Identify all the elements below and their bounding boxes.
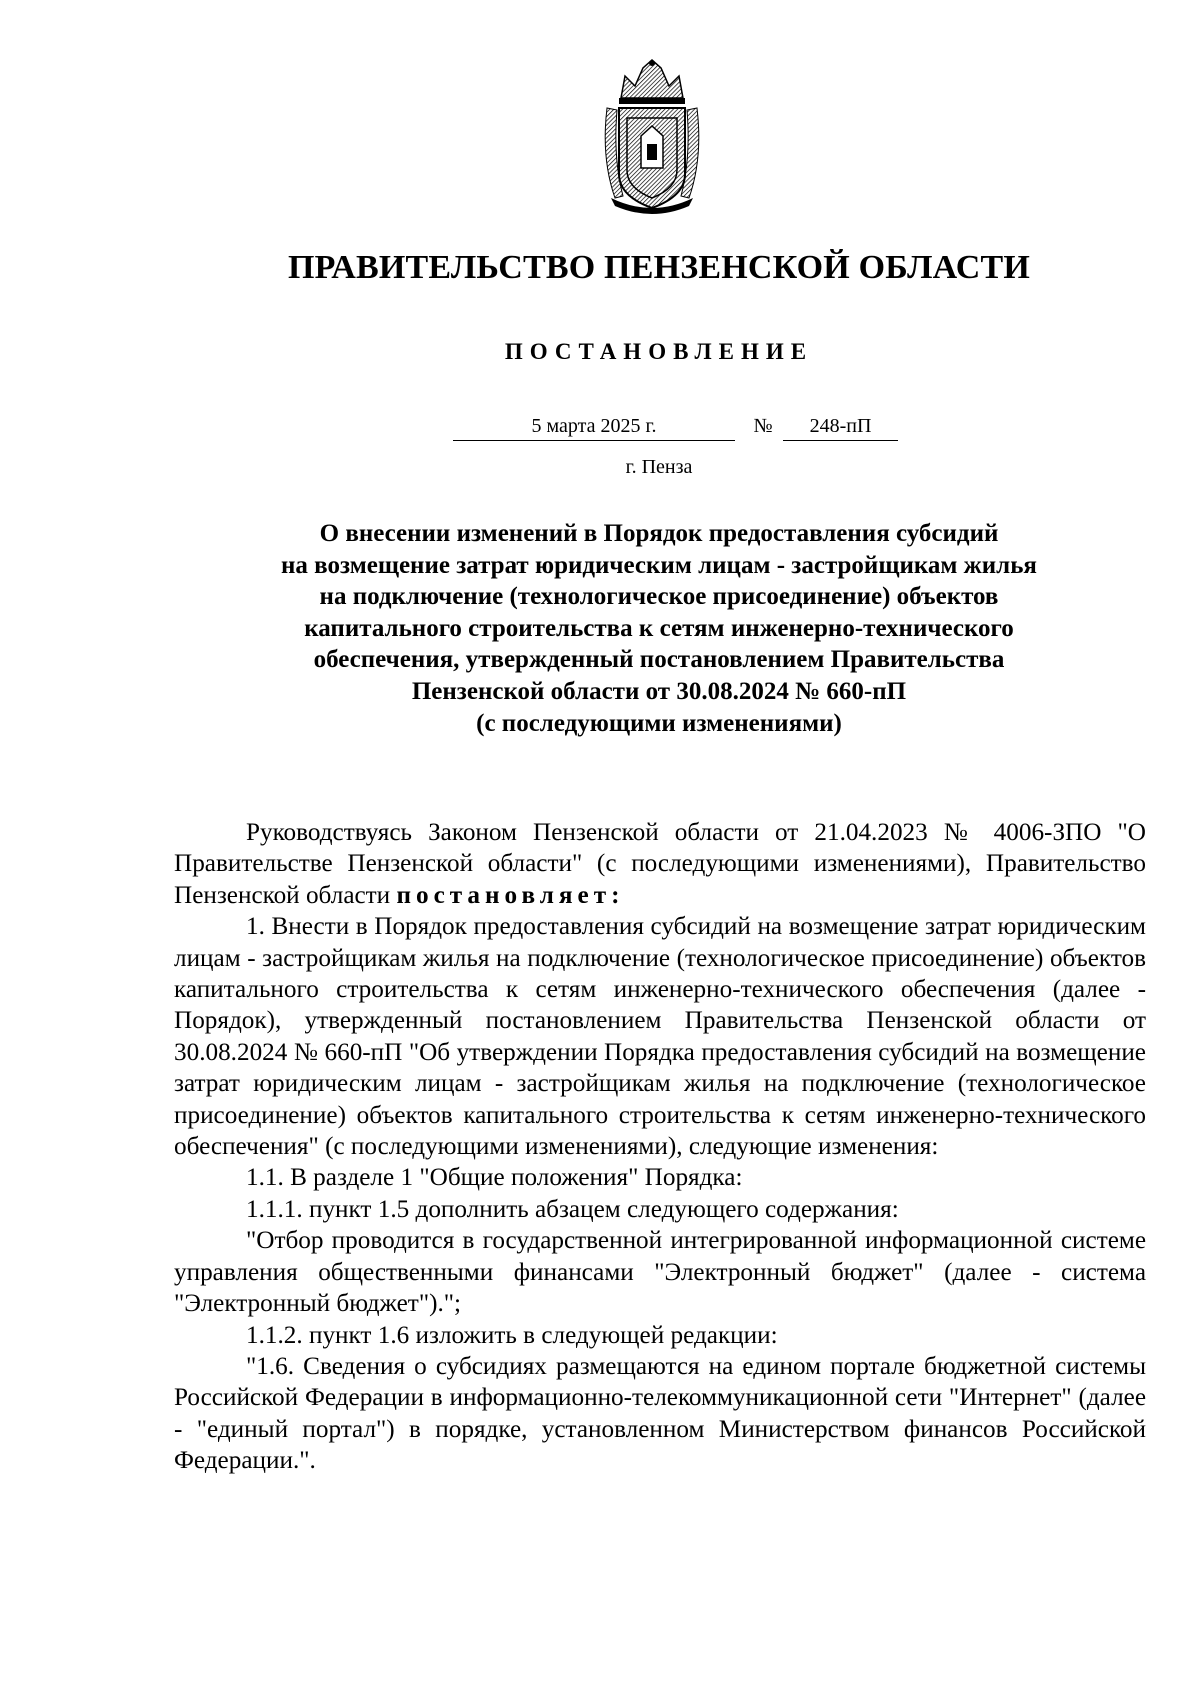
body-paragraph: "Отбор проводится в государственной интегрированной информационной системе управления общественными финансами "Электронный бюджет" (далее - система "Электронный бюджет")."; <box>174 1227 1146 1318</box>
subject-line: капитального строительства к сетям инженерно-технического <box>304 614 1014 642</box>
subject-line: на подключение (технологическое присоединение) объектов <box>319 583 999 611</box>
subject-line: О внесении изменений в Порядок предоставления субсидий <box>319 520 999 547</box>
body-paragraph: 1.1.1. пункт 1.5 дополнить абзацем следующего содержания: <box>246 1195 899 1223</box>
document-type: ПОСТАНОВЛЕНИЕ <box>504 339 814 364</box>
body-paragraph: 1.1. В разделе 1 "Общие положения" Порядка: <box>246 1164 743 1192</box>
body-paragraph: 1. Внести в Порядок предоставления субсидий на возмещение затрат юридическим лицам - застройщикам жилья на подключение (технологическое присоединение) объектов капитального строительства к сетям инженерно-технического обеспечения (далее - Порядок), утвержденный постановлением Правительства Пензенской области от 30.08.2024 № 660-пП "Об утверждении Порядка предоставления субсидий на возмещение затрат юридическим лицам - застройщикам жилья на подключение (технологическое присоединение) объектов капитального строительства к сетям инженерно-технического обеспечения" (с последующими изменениями), следующие изменения: <box>174 913 1146 1161</box>
subject-line: Пензенской области от 30.08.2024 № 660-пП <box>411 677 907 705</box>
preamble-paragraph <box>174 817 1146 911</box>
document-number: 248-пП <box>783 414 898 441</box>
subject-line: (с последующими изменениями) <box>476 709 842 737</box>
document-subject <box>150 518 1168 739</box>
resolves-word: постановляет: <box>396 881 625 909</box>
subject-line: на возмещение затрат юридическим лицам - застройщикам жилья <box>281 551 1037 579</box>
penza-region-coat-of-arms-icon <box>601 58 703 214</box>
subject-line: обеспечения, утвержденный постановлением Правительства <box>313 646 1005 674</box>
number-sign: № <box>753 415 773 437</box>
document-city: г. Пенза <box>625 456 693 478</box>
government-title: ПРАВИТЕЛЬСТВО ПЕНЗЕНСКОЙ ОБЛАСТИ <box>287 249 1030 286</box>
body-paragraph: 1.1.2. пункт 1.6 изложить в следующей редакции: <box>246 1321 778 1349</box>
body-paragraph: "1.6. Сведения о субсидиях размещаются на едином портале бюджетной системы Российской Федерации в информационно-телекоммуникационной сети "Интернет" (далее - "единый портал") в порядке, установленном Министерством финансов Российской Федерации.". <box>174 1352 1146 1475</box>
document-body <box>174 817 1146 1477</box>
preamble-text: Руководствуясь Законом Пензенской области от 21.04.2023 № 4006-ЗПО "О Правительстве Пензенской области" (с последующими изменениями), Правительство Пензенской области <box>174 819 1146 909</box>
document-date: 5 марта 2025 г. <box>453 414 735 441</box>
